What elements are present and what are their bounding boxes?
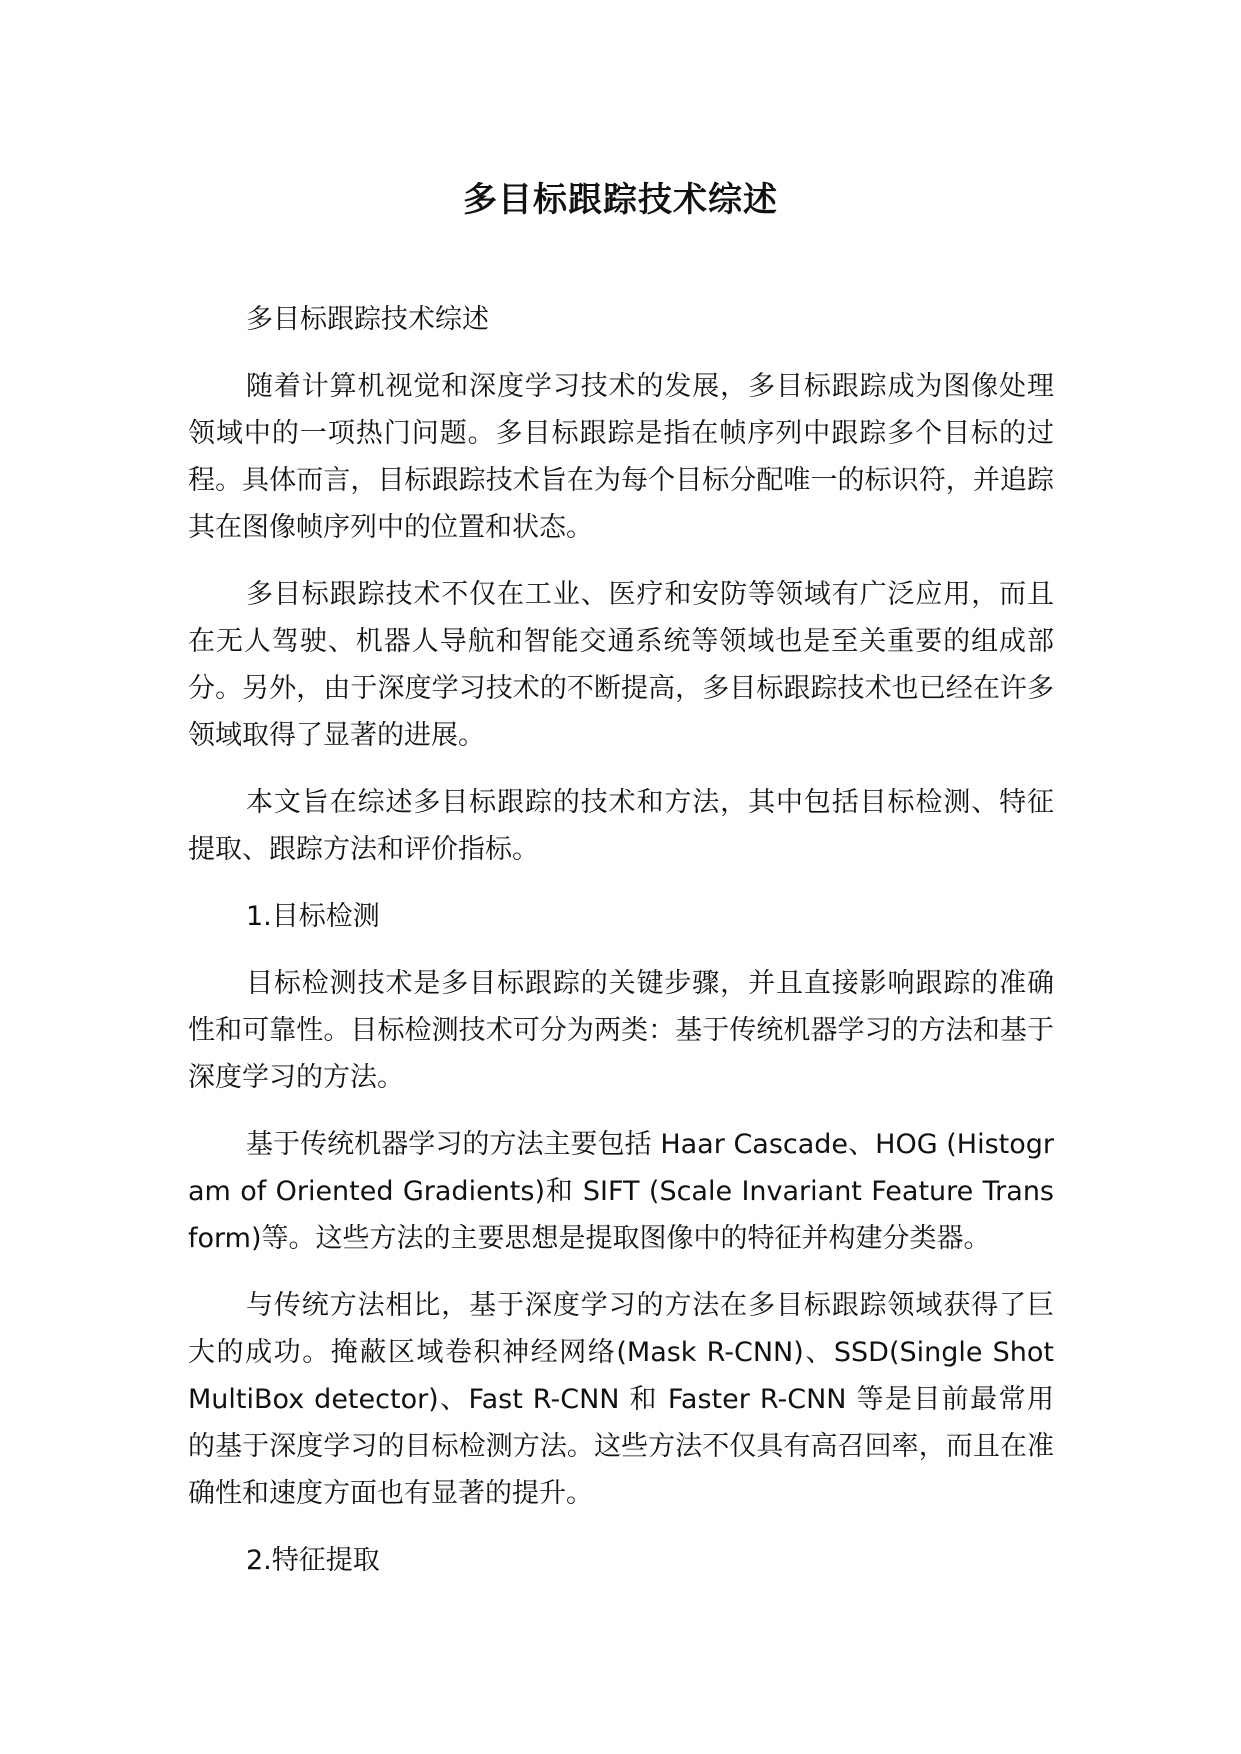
section-heading-features: 2.特征提取	[246, 1545, 380, 1576]
document-title: 多目标跟踪技术综述	[463, 180, 778, 220]
section-heading-detection: 1.目标检测	[246, 901, 380, 932]
paragraph-scope: 本文旨在综述多目标跟踪的技术和方法，其中包括目标检测、特征提取、跟踪方法和评价指标。	[188, 787, 1054, 865]
paragraph-traditional-methods: 基于传统机器学习的方法主要包括 Haar Cascade、HOG (Histogram of Oriented Gradients)和 SIFT (Scale Invariant Feature Transform)等。这些方法的主要思想是提取图像中的特征并构建分类器。	[188, 1129, 1054, 1254]
document-body	[188, 296, 1054, 1604]
paragraph-deep-learning-methods: 与传统方法相比，基于深度学习的方法在多目标跟踪领域获得了巨大的成功。掩蔽区域卷积神经网络(Mask R-CNN)、SSD(Single Shot MultiBox detector)、Fast R-CNN 和 Faster R-CNN 等是目前最常用的基于深度学习的目标检测方法。这些方法不仅具有高召回率，而且在准确性和速度方面也有显著的提升。	[188, 1290, 1054, 1509]
subtitle-heading: 多目标跟踪技术综述	[246, 304, 489, 335]
paragraph-applications: 多目标跟踪技术不仅在工业、医疗和安防等领域有广泛应用，而且在无人驾驶、机器人导航和智能交通系统等领域也是至关重要的组成部分。另外，由于深度学习技术的不断提高，多目标跟踪技术也已经在许多领域取得了显著的进展。	[188, 579, 1054, 751]
paragraph-detection-overview: 目标检测技术是多目标跟踪的关键步骤，并且直接影响跟踪的准确性和可靠性。目标检测技术可分为两类：基于传统机器学习的方法和基于深度学习的方法。	[188, 968, 1054, 1093]
paragraph-intro: 随着计算机视觉和深度学习技术的发展，多目标跟踪成为图像处理领域中的一项热门问题。多目标跟踪是指在帧序列中跟踪多个目标的过程。具体而言，目标跟踪技术旨在为每个目标分配唯一的标识符，并追踪其在图像帧序列中的位置和状态。	[188, 371, 1054, 543]
